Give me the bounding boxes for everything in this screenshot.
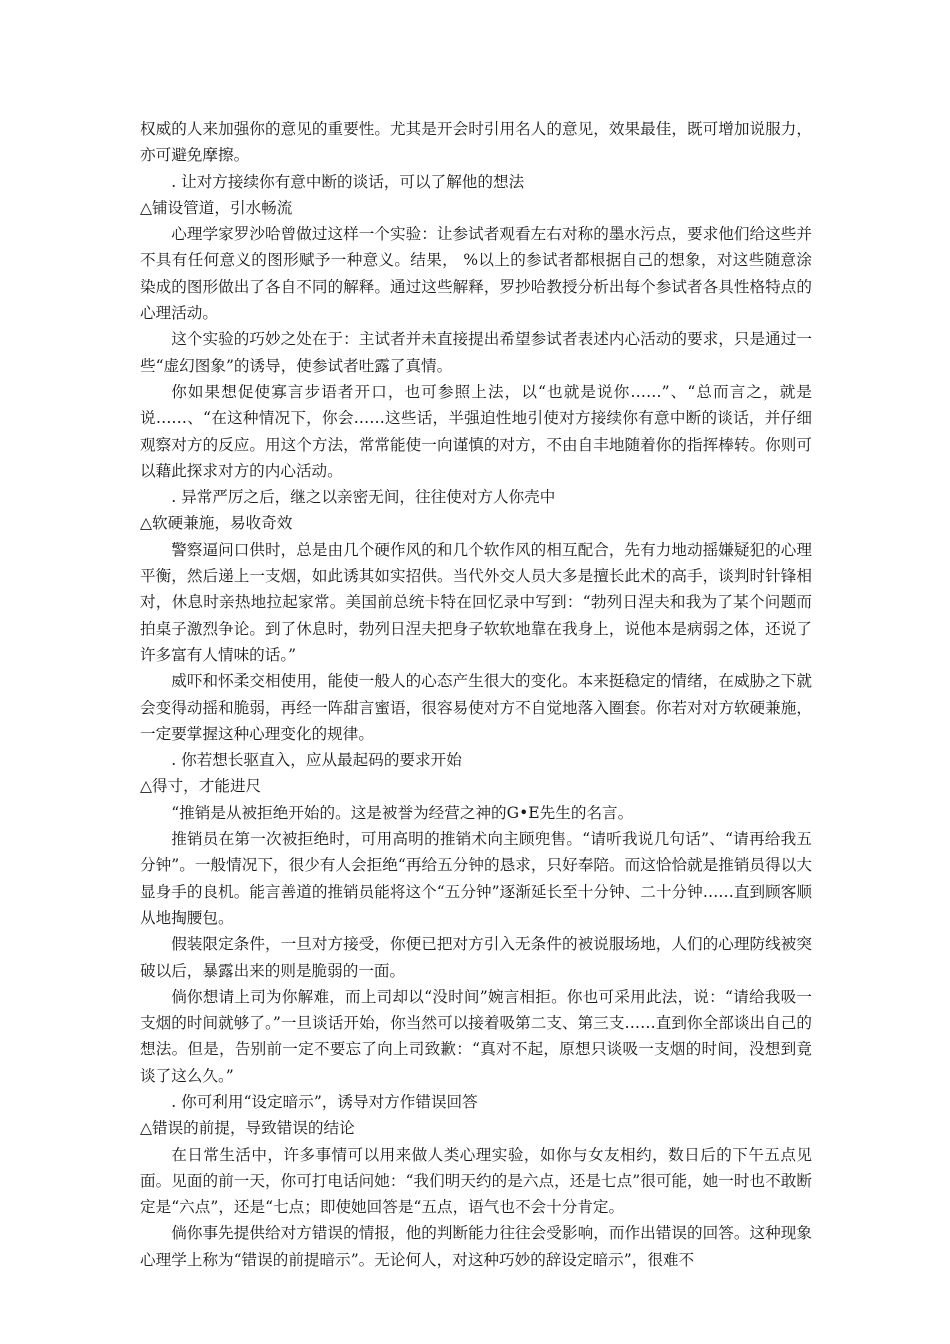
paragraph: 推销员在第一次被拒绝时，可用高明的推销术向主顾兜售。“请听我说几句话”、“请再给我五分钟”。一般情况下，很少有人会拒绝“再给五分钟的恳求，只好奉陪。而这恰恰就是推销员得以大显身手的良机。能言善道的推销员能将这个“五分钟”逐渐延长至十分钟、二十分钟……直到顾客顺从地掏腰包。 bbox=[140, 830, 812, 927]
paragraph: 心理学家罗沙哈曾做过这样一个实验：让参试者观看左右对称的墨水污点，要求他们给这些并不具有任何意义的图形赋予一种意义。结果， %以上的参试者都根据自己的想象，对这些随意涂染成的图形做出了各自不同的解释。通过这些解释，罗抄哈教授分析出每个参试者各具性格特点的心理活动。 bbox=[140, 225, 812, 323]
section-heading: △错误的前提，导致错误的结论 bbox=[140, 1119, 355, 1138]
paragraph-continued: 权威的人来加强你的意见的重要性。尤其是开会时引用名人的意见，效果最佳，既可增加说服力，亦可避免摩擦。 bbox=[140, 120, 812, 165]
document-page bbox=[140, 116, 812, 1273]
paragraph: “推销是从被拒绝开始的。这是被誉为经营之神的G•E先生的名言。 bbox=[171, 803, 634, 822]
section-heading: △得寸，才能进尺 bbox=[140, 777, 262, 796]
paragraph: 警察逼问口供时，总是由几个硬作风的和几个软作风的相互配合，先有力地动摇嫌疑犯的心理平衡，然后递上一支烟，如此诱其如实招供。当代外交人员大多是擅长此术的高手，谈判时针锋相对，休息时亲热地拉起家常。美国前总统卡特在回忆录中写到：“勃列日涅夫和我为了某个问题而拍桌子激烈争论。到了休息时，勃列日涅夫把身子软软地靠在我身上，说他本是病弱之体，还说了许多富有人情味的话。” bbox=[140, 540, 812, 664]
point-heading: . 让对方接续你有意中断的谈话，可以了解他的想法 bbox=[171, 172, 525, 191]
paragraph: 倘你想请上司为你解难，而上司却以“没时间”婉言相拒。你也可采用此法，说：“请给我吸一支烟的时间就够了。”一旦谈话开始，你当然可以接着吸第二支、第三支……直到你全部谈出自己的想法。但是，告别前一定不要忘了向上司致歉：“真对不起，原想只谈吸一支烟的时间，没想到竟谈了这么久。” bbox=[140, 987, 812, 1085]
point-heading: . 异常严厉之后，继之以亲密无间，往往使对方人你壳中 bbox=[171, 488, 556, 507]
paragraph: 假装限定条件，一旦对方接受，你便已把对方引入无条件的被说服场地，人们的心理防线被突破以后，暴露出来的则是脆弱的一面。 bbox=[140, 935, 812, 980]
paragraph: 这个实验的巧妙之处在于：主试者并未直接提出希望参试者表述内心活动的要求，只是通过一些“虚幻图象”的诱导，使参试者吐露了真情。 bbox=[140, 330, 812, 375]
paragraph: 倘你事先提供给对方错误的情报，他的判断能力往往会受影响，而作出错误的回答。这种现象心理学上称为“错误的前提暗示”。无论何人，对这种巧妙的辞设定暗示”，很难不 bbox=[140, 1224, 812, 1269]
point-heading: . 你若想长驱直入，应从最起码的要求开始 bbox=[171, 751, 462, 770]
paragraph: 你如果想促使寡言步语者开口，也可参照上法，以“也就是说你……”、“总而言之，就是说……、“在这种情况下，你会……这些话，半强迫性地引使对方接续你有意中断的谈话，并仔细观察对方的反应。用这个方法，常常能使一向谨慎的对方，不由自丰地随着你的指挥棒转。你则可以藉此探求对方的内心活动。 bbox=[140, 382, 812, 480]
point-heading: . 你可利用“设定暗示”，诱导对方作错误回答 bbox=[171, 1092, 478, 1111]
section-heading: △铺设管道，引水畅流 bbox=[140, 198, 293, 217]
paragraph: 威吓和怀柔交相使用，能使一般人的心态产生很大的变化。本来挺稳定的情绪，在威胁之下就会变得动摇和脆弱，再经一阵甜言蜜语，很容易使对方不自觉地落入圈套。你若对对方软硬兼施，一定要掌握这种心理变化的规律。 bbox=[140, 672, 812, 743]
section-heading: △软硬兼施，易收奇效 bbox=[140, 514, 293, 533]
paragraph: 在日常生活中，许多事情可以用来做人类心理实验，如你与女友相约，数日后的下午五点见面。见面的前一天，你可打电话问她：“我们明天约的是六点，还是七点”很可能，她一时也不敢断定是“六点”，还是“七点；即使她回答是“五点，语气也不会十分肯定。 bbox=[140, 1145, 812, 1217]
